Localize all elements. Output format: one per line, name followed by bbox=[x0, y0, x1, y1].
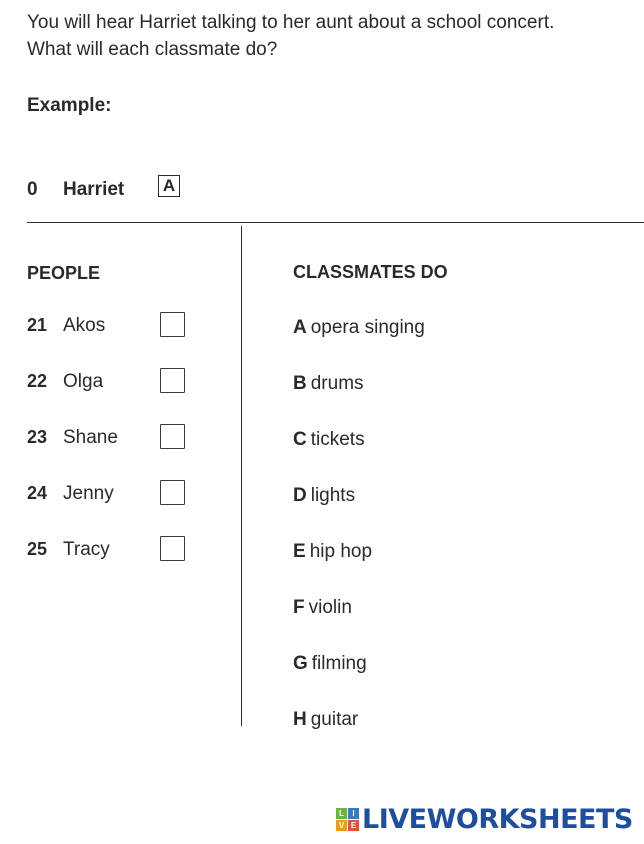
instruction-line-1: You will hear Harriet talking to her aunt about a school concert. bbox=[27, 12, 555, 33]
option-item bbox=[293, 485, 355, 507]
answer-box[interactable] bbox=[160, 312, 185, 337]
option-letter: D bbox=[293, 485, 307, 506]
person-name: Shane bbox=[63, 427, 118, 448]
person-number: 25 bbox=[27, 539, 48, 559]
option-item bbox=[293, 373, 364, 395]
option-text: violin bbox=[308, 597, 352, 618]
people-header: PEOPLE bbox=[27, 263, 101, 283]
option-letter: A bbox=[293, 317, 307, 338]
instruction-line-2: What will each classmate do? bbox=[27, 39, 278, 60]
example-label: Example: bbox=[27, 95, 112, 116]
logo-mark-cell: I bbox=[348, 808, 359, 819]
option-letter: H bbox=[293, 709, 307, 730]
person-number: 23 bbox=[27, 427, 48, 447]
option-item bbox=[293, 709, 358, 731]
option-letter: F bbox=[293, 597, 305, 618]
option-item bbox=[293, 597, 352, 619]
option-text: opera singing bbox=[310, 317, 425, 338]
answer-box[interactable] bbox=[160, 368, 185, 393]
logo-mark-icon bbox=[336, 808, 359, 831]
option-text: filming bbox=[311, 653, 367, 674]
horizontal-divider bbox=[27, 222, 644, 223]
person-name: Jenny bbox=[63, 483, 114, 504]
logo-mark-cell: L bbox=[336, 808, 347, 819]
example-answer-box: A bbox=[158, 175, 180, 197]
classmates-header: CLASSMATES DO bbox=[293, 262, 448, 282]
option-item bbox=[293, 317, 425, 339]
answer-box[interactable] bbox=[160, 480, 185, 505]
option-item bbox=[293, 429, 365, 451]
logo-mark-cell: V bbox=[336, 820, 347, 831]
instructions bbox=[27, 9, 554, 63]
option-text: drums bbox=[310, 373, 364, 394]
person-name: Akos bbox=[63, 315, 106, 336]
person-row bbox=[27, 536, 227, 566]
option-item bbox=[293, 653, 367, 675]
option-letter: E bbox=[293, 541, 306, 562]
option-text: tickets bbox=[310, 429, 365, 450]
person-row bbox=[27, 424, 227, 454]
person-row bbox=[27, 368, 227, 398]
option-letter: C bbox=[293, 429, 307, 450]
person-number: 24 bbox=[27, 483, 48, 503]
person-name: Tracy bbox=[63, 539, 110, 560]
example-name: Harriet bbox=[63, 179, 125, 200]
option-text: hip hop bbox=[309, 541, 373, 562]
person-row bbox=[27, 480, 227, 510]
option-letter: G bbox=[293, 653, 308, 674]
logo-mark-cell: E bbox=[348, 820, 359, 831]
example-number: 0 bbox=[27, 179, 38, 200]
answer-box[interactable] bbox=[160, 536, 185, 561]
option-letter: B bbox=[293, 373, 307, 394]
option-text: lights bbox=[310, 485, 356, 506]
example-row bbox=[27, 175, 327, 203]
person-row bbox=[27, 312, 227, 342]
option-text: guitar bbox=[310, 709, 359, 730]
person-name: Olga bbox=[63, 371, 104, 392]
logo-text: LIVEWORKSHEETS bbox=[362, 803, 633, 835]
person-number: 22 bbox=[27, 371, 48, 391]
vertical-divider bbox=[241, 226, 242, 726]
person-number: 21 bbox=[27, 315, 48, 335]
liveworksheets-logo bbox=[336, 801, 633, 837]
answer-box[interactable] bbox=[160, 424, 185, 449]
option-item bbox=[293, 541, 372, 563]
